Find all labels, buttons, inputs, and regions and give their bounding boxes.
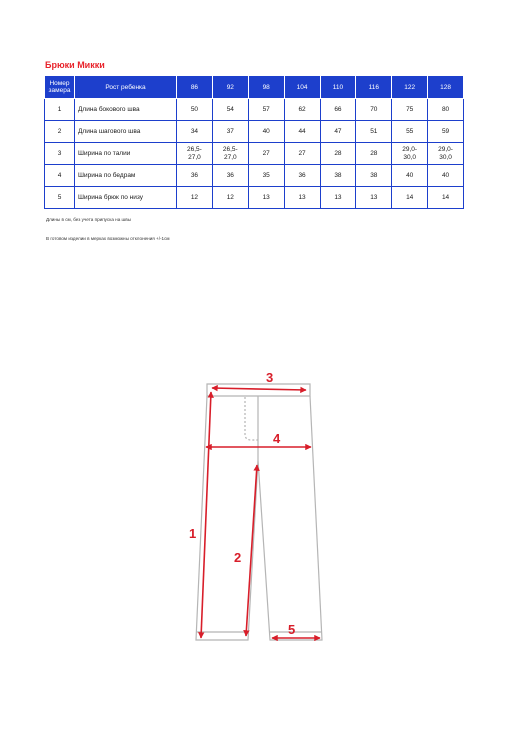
measure-name-cell: Ширина по бедрам bbox=[75, 165, 177, 187]
measure-number-cell: 4 bbox=[45, 165, 75, 187]
measure-number-cell: 3 bbox=[45, 143, 75, 165]
note-lengths: Длины в см, без учета припуска на швы bbox=[46, 217, 131, 222]
header-size: 122 bbox=[392, 76, 428, 99]
header-measure-number-line1: Номер bbox=[49, 80, 70, 87]
size-value-cell: 62 bbox=[284, 99, 320, 121]
measure-label-2: 2 bbox=[234, 550, 242, 565]
note-tolerance: В готовом изделии в мерках возможны отклонения +/-1см bbox=[46, 236, 170, 241]
size-value-cell: 40 bbox=[392, 165, 428, 187]
size-value-cell: 47 bbox=[320, 121, 356, 143]
size-value-cell: 38 bbox=[320, 165, 356, 187]
size-value-cell: 37 bbox=[212, 121, 248, 143]
size-value-cell: 75 bbox=[392, 99, 428, 121]
header-size: 86 bbox=[177, 76, 213, 99]
size-value-cell: 29,0- 30,0 bbox=[392, 143, 428, 165]
header-size: 92 bbox=[212, 76, 248, 99]
size-value-cell: 55 bbox=[392, 121, 428, 143]
header-size: 116 bbox=[356, 76, 392, 99]
size-value-cell: 12 bbox=[177, 187, 213, 209]
size-value-cell: 59 bbox=[428, 121, 464, 143]
size-value-cell: 36 bbox=[177, 165, 213, 187]
size-value-cell: 28 bbox=[320, 143, 356, 165]
size-value-cell: 80 bbox=[428, 99, 464, 121]
size-value-cell: 13 bbox=[248, 187, 284, 209]
size-value-cell: 35 bbox=[248, 165, 284, 187]
size-value-cell: 12 bbox=[212, 187, 248, 209]
fly-stitch bbox=[245, 397, 258, 440]
size-value-cell: 40 bbox=[248, 121, 284, 143]
size-value-cell: 27 bbox=[248, 143, 284, 165]
size-value-cell: 28 bbox=[356, 143, 392, 165]
measure-label-1: 1 bbox=[189, 526, 197, 541]
measure-line-2 bbox=[246, 465, 257, 636]
size-value-cell: 44 bbox=[284, 121, 320, 143]
measure-label-5: 5 bbox=[288, 622, 296, 637]
size-value-cell: 14 bbox=[392, 187, 428, 209]
size-value-cell: 34 bbox=[177, 121, 213, 143]
size-value-cell: 57 bbox=[248, 99, 284, 121]
header-size: 128 bbox=[428, 76, 464, 99]
size-value-cell: 36 bbox=[212, 165, 248, 187]
size-value-cell: 38 bbox=[356, 165, 392, 187]
page-title: Брюки Микки bbox=[45, 60, 105, 70]
header-child-height: Рост ребенка bbox=[75, 76, 177, 99]
size-value-cell: 54 bbox=[212, 99, 248, 121]
pants-body bbox=[196, 396, 322, 640]
header-measure-number-line2: замера bbox=[48, 87, 71, 94]
size-value-cell: 40 bbox=[428, 165, 464, 187]
measure-line-3 bbox=[212, 388, 306, 390]
size-value-cell: 13 bbox=[320, 187, 356, 209]
header-size: 104 bbox=[284, 76, 320, 99]
size-value-cell: 36 bbox=[284, 165, 320, 187]
measure-label-3: 3 bbox=[266, 370, 274, 385]
size-value-cell: 70 bbox=[356, 99, 392, 121]
size-value-cell: 26,5- 27,0 bbox=[212, 143, 248, 165]
measure-name-cell: Длина бокового шва bbox=[75, 99, 177, 121]
size-value-cell: 27 bbox=[284, 143, 320, 165]
size-value-cell: 26,5- 27,0 bbox=[177, 143, 213, 165]
measure-number-cell: 1 bbox=[45, 99, 75, 121]
header-size: 98 bbox=[248, 76, 284, 99]
size-value-cell: 13 bbox=[356, 187, 392, 209]
measure-number-cell: 5 bbox=[45, 187, 75, 209]
measure-name-cell: Ширина брюк по низу bbox=[75, 187, 177, 209]
pants-outline bbox=[196, 384, 322, 640]
measure-name-cell: Ширина по талии bbox=[75, 143, 177, 165]
size-value-cell: 66 bbox=[320, 99, 356, 121]
measure-number-cell: 2 bbox=[45, 121, 75, 143]
size-value-cell: 29,0- 30,0 bbox=[428, 143, 464, 165]
size-value-cell: 13 bbox=[284, 187, 320, 209]
size-value-cell: 14 bbox=[428, 187, 464, 209]
header-size: 110 bbox=[320, 76, 356, 99]
measure-label-4: 4 bbox=[273, 431, 281, 446]
measure-name-cell: Длина шагового шва bbox=[75, 121, 177, 143]
size-value-cell: 50 bbox=[177, 99, 213, 121]
size-value-cell: 51 bbox=[356, 121, 392, 143]
